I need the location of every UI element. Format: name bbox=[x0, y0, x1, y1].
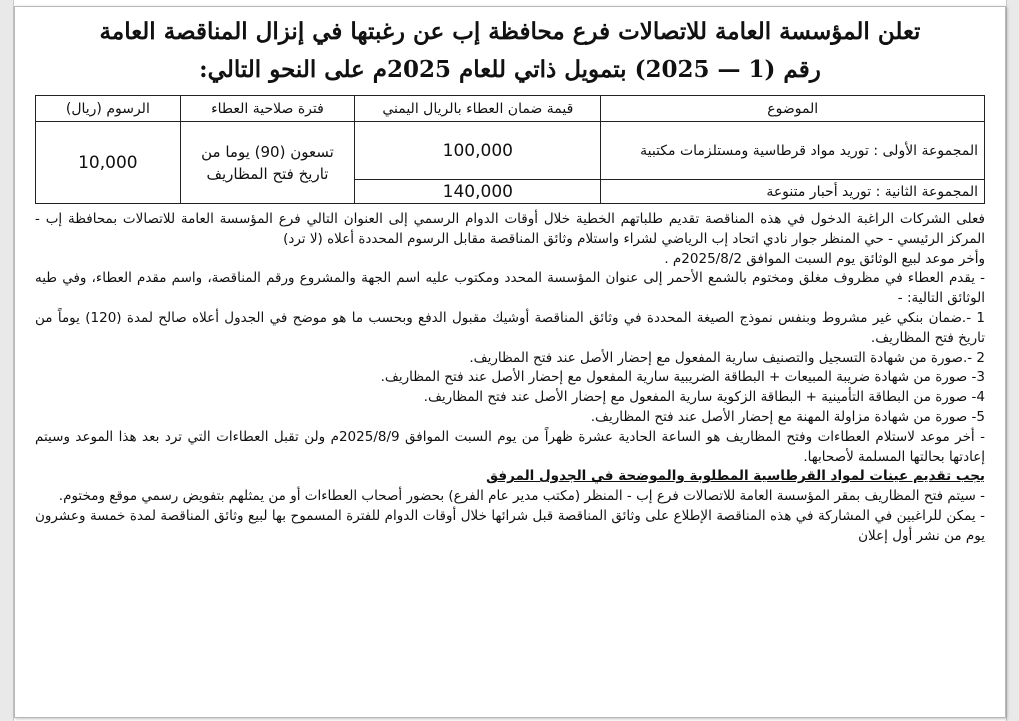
tender-announcement-page bbox=[14, 6, 1006, 718]
viewer-right-edge bbox=[1006, 0, 1019, 721]
title-line-2: رقم (1 — 2025) بتمويل ذاتي للعام 2025م على النحو التالي: bbox=[199, 56, 821, 83]
fees-cell bbox=[36, 122, 181, 204]
paragraph-review: - يمكن للراغبين في المشاركة في هذه المناقصة الإطلاع على وثائق المناقصة قبل شرائها خلال أوقات الدوام للفترة المسموح بها لبيع وثائق المناقصة لمدة خمسة وعشرون يوم من نشر أول إعلان bbox=[35, 507, 985, 544]
row-2-guarantee-value: 140,000 bbox=[442, 181, 513, 202]
header-guarantee: قيمة ضمان العطاء بالريال اليمني bbox=[355, 96, 601, 122]
header-validity: فترة صلاحية العطاء bbox=[180, 96, 355, 122]
announcement-body bbox=[35, 210, 985, 547]
validity-cell: تسعون (90) يوما من تاريخ فتح المظاريف bbox=[180, 122, 355, 204]
list-item-sales-tax: 3- صورة من شهادة ضريبة المبيعات + البطاقة الضريبية سارية المفعول مع إحضار الأصل عند فتح المظاريف. bbox=[380, 369, 985, 386]
paragraph-opening: - سيتم فتح المظاريف بمقر المؤسسة العامة للاتصالات فرع إب - المنظر (مكتب مدير عام الفرع) بحضور أصحاب العطاءات أو من يمثلهم بتفويض رسمي موقع ومختوم. bbox=[58, 488, 985, 505]
paragraph-submission: فعلى الشركات الراغبة الدخول في هذه المناقصة تقديم طلباتهم الخطية خلال أوقات الدوام الرسمي إلى العنوان التالي فرع المؤسسة العامة للاتصالات بمحافظة إب - المركز الرئيسي - حي المنظر جوار نادي اتحاد إب الرياضي لشراء واستلام وثائق المناقصة مقابل الرسوم المحددة أعلاه (لا ترد) bbox=[35, 211, 985, 247]
title-line-1: تعلن المؤسسة العامة للاتصالات فرع محافظة إب عن رغبتها في إنزال المناقصة العامة bbox=[99, 18, 921, 45]
paragraph-receipt-deadline: - أخر موعد لاستلام العطاءات وفتح المظاريف هو الساعة الحادية عشرة ظهراً من يوم السبت الموافق 2025/8/9م ولن تقبل العطاءات التي ترد بعد هذا الموعد وسيتم إعادتها بحالتها المسلمة لأصحابها. bbox=[35, 428, 985, 465]
table-row bbox=[36, 122, 985, 180]
row-2-subject: المجموعة الثانية : توريد أحبار متنوعة bbox=[601, 180, 985, 204]
header-subject: الموضوع bbox=[601, 96, 985, 122]
row-1-subject: المجموعة الأولى : توريد مواد قرطاسية ومستلزمات مكتبية bbox=[601, 122, 985, 180]
page-content bbox=[35, 13, 985, 717]
list-item-insurance: 4- صورة من البطاقة التأمينية + البطاقة الزكوية سارية المفعول مع إحضار الأصل عند فتح المظاريف. bbox=[423, 389, 985, 406]
list-item-bank-guarantee: 1 -.ضمان بنكي غير مشروط وبنفس نموذج الصيغة المحددة في وثائق المناقصة أوشيك مقبول الدفع وبحسب ما هو موضح في الجدول أعلاه صالح لمدة (120) يوماً من تاريخ فتح المظاريف. bbox=[35, 309, 986, 346]
paragraph-envelope: - يقدم العطاء في مظروف مغلق ومختوم بالشمع الأحمر إلى عنوان المؤسسة المحدد ومكتوب عليه اسم الجهة والمشروع ورقم المناقصة، واسم مقدم العطاء، وفي طيه الوثائق التالية: - bbox=[35, 270, 985, 307]
tender-groups-table bbox=[35, 95, 985, 204]
viewer-left-edge bbox=[0, 0, 14, 721]
list-item-registration: 2 -.صورة من شهادة التسجيل والتصنيف سارية المفعول مع إحضار الأصل عند فتح المظاريف. bbox=[469, 349, 985, 366]
list-item-profession: 5- صورة من شهادة مزاولة المهنة مع إحضار الأصل عند فتح المظاريف. bbox=[590, 408, 985, 425]
row-1-guarantee bbox=[355, 122, 601, 180]
table-header-row bbox=[36, 96, 985, 122]
row-1-guarantee-value: 100,000 bbox=[442, 140, 513, 161]
paragraph-sale-deadline: وأخر موعد لبيع الوثائق يوم السبت الموافق 2025/8/2م . bbox=[664, 250, 985, 267]
row-2-guarantee bbox=[355, 180, 601, 204]
paragraph-samples-note: يجب تقديم عينات لمواد القرطاسية المطلوبة والموضحة في الجدول المرفق bbox=[486, 468, 985, 485]
fees-value: 10,000 bbox=[78, 152, 138, 173]
header-fees: الرسوم (ريال) bbox=[36, 96, 181, 122]
